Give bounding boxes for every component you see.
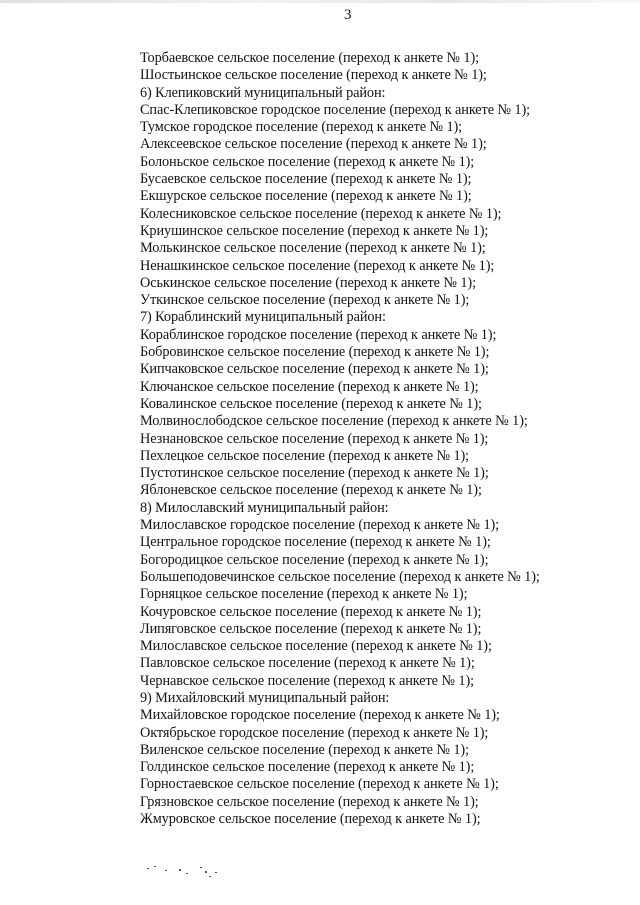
- settlement-line: Павловское сельское поселение (переход к анкете № 1);: [140, 655, 475, 672]
- settlement-line: Незнановское сельское поселение (переход к анкете № 1);: [140, 430, 489, 447]
- settlement-line: Жмуровское сельское поселение (переход к анкете № 1);: [140, 811, 481, 828]
- settlement-line: Бусаевское сельское поселение (переход к анкете № 1);: [140, 171, 472, 188]
- settlement-line: Кипчаковское сельское поселение (переход к анкете № 1);: [140, 361, 489, 378]
- settlement-line: Оськинское сельское поселение (переход к анкете № 1);: [140, 274, 476, 291]
- settlement-line: Богородицкое сельское поселение (переход к анкете № 1);: [140, 551, 489, 568]
- settlement-line: Тумское городское поселение (переход к анкете № 1);: [140, 119, 463, 136]
- settlement-line: Ненашкинское сельское поселение (переход к анкете № 1);: [140, 257, 495, 274]
- district-heading: 8) Милославский муниципальный район:: [140, 499, 389, 516]
- settlement-line: Милославское сельское поселение (переход к анкете № 1);: [140, 638, 492, 655]
- settlement-line: Чернавское сельское поселение (переход к анкете № 1);: [140, 672, 474, 689]
- settlement-line: Октябрьское городское поселение (переход к анкете № 1);: [140, 724, 489, 741]
- settlement-line: Грязновское сельское поселение (переход к анкете № 1);: [140, 793, 479, 810]
- settlement-line: Ковалинское сельское поселение (переход к анкете № 1);: [140, 395, 482, 412]
- settlement-line: Алексеевское сельское поселение (переход к анкете № 1);: [140, 136, 487, 153]
- settlement-line: Криушинское сельское поселение (переход к анкете № 1);: [140, 222, 489, 239]
- settlement-line: Липяговское сельское поселение (переход к анкете № 1);: [140, 620, 482, 637]
- settlement-line: Екшурское сельское поселение (переход к анкете № 1);: [140, 188, 472, 205]
- settlement-line: Большеподовечинское сельское поселение (переход к анкете № 1);: [140, 568, 540, 585]
- settlement-line: Колесниковское сельское поселение (переход к анкете № 1);: [140, 205, 502, 222]
- settlement-line: Уткинское сельское поселение (переход к анкете № 1);: [140, 292, 470, 309]
- settlement-line: Кораблинское городское поселение (переход к анкете № 1);: [140, 326, 497, 343]
- document-body: [140, 50, 635, 828]
- settlement-line: Голдинское сельское поселение (переход к анкете № 1);: [140, 759, 475, 776]
- settlement-line: Торбаевское сельское поселение (переход к анкете № 1);: [140, 50, 480, 66]
- settlement-line: Ключанское сельское поселение (переход к анкете № 1);: [140, 378, 479, 395]
- settlement-line: Пустотинское сельское поселение (переход к анкете № 1);: [140, 465, 489, 482]
- settlement-line: Горностаевское сельское поселение (переход к анкете № 1);: [140, 776, 499, 793]
- district-heading: 7) Кораблинский муниципальный район:: [140, 309, 386, 326]
- page-number: 3: [344, 7, 352, 23]
- settlement-line: Горняцкое сельское поселение (переход к анкете № 1);: [140, 586, 468, 603]
- settlement-line: Пехлецкое сельское поселение (переход к анкете № 1);: [140, 447, 470, 464]
- settlement-line: Виленское сельское поселение (переход к анкете № 1);: [140, 741, 469, 758]
- settlement-line: Центральное городское поселение (переход к анкете № 1);: [140, 534, 491, 551]
- settlement-line: Бобровинское сельское поселение (переход к анкете № 1);: [140, 344, 490, 361]
- settlement-line: Милославское городское поселение (переход к анкете № 1);: [140, 517, 500, 534]
- settlement-line: Молвинослободское сельское поселение (переход к анкете № 1);: [140, 413, 528, 430]
- settlement-line: Яблоневское сельское поселение (переход к анкете № 1);: [140, 482, 482, 499]
- settlement-line: Михайловское городское поселение (переход к анкете № 1);: [140, 707, 500, 724]
- settlement-line: Кочуровское сельское поселение (переход к анкете № 1);: [140, 603, 482, 620]
- settlement-line: Молькинское сельское поселение (переход к анкете № 1);: [140, 240, 486, 257]
- scan-noise-mark: [145, 862, 225, 882]
- district-heading: 9) Михайловский муниципальный район:: [140, 689, 390, 706]
- scan-edge: [0, 0, 640, 3]
- settlement-line: Болоньское сельское поселение (переход к анкете № 1);: [140, 153, 475, 170]
- settlement-line: Шостьинское сельское поселение (переход к анкете № 1);: [140, 67, 487, 84]
- district-heading: 6) Клепиковский муниципальный район:: [140, 84, 386, 101]
- settlement-line: Спас-Клепиковское городское поселение (переход к анкете № 1);: [140, 101, 531, 118]
